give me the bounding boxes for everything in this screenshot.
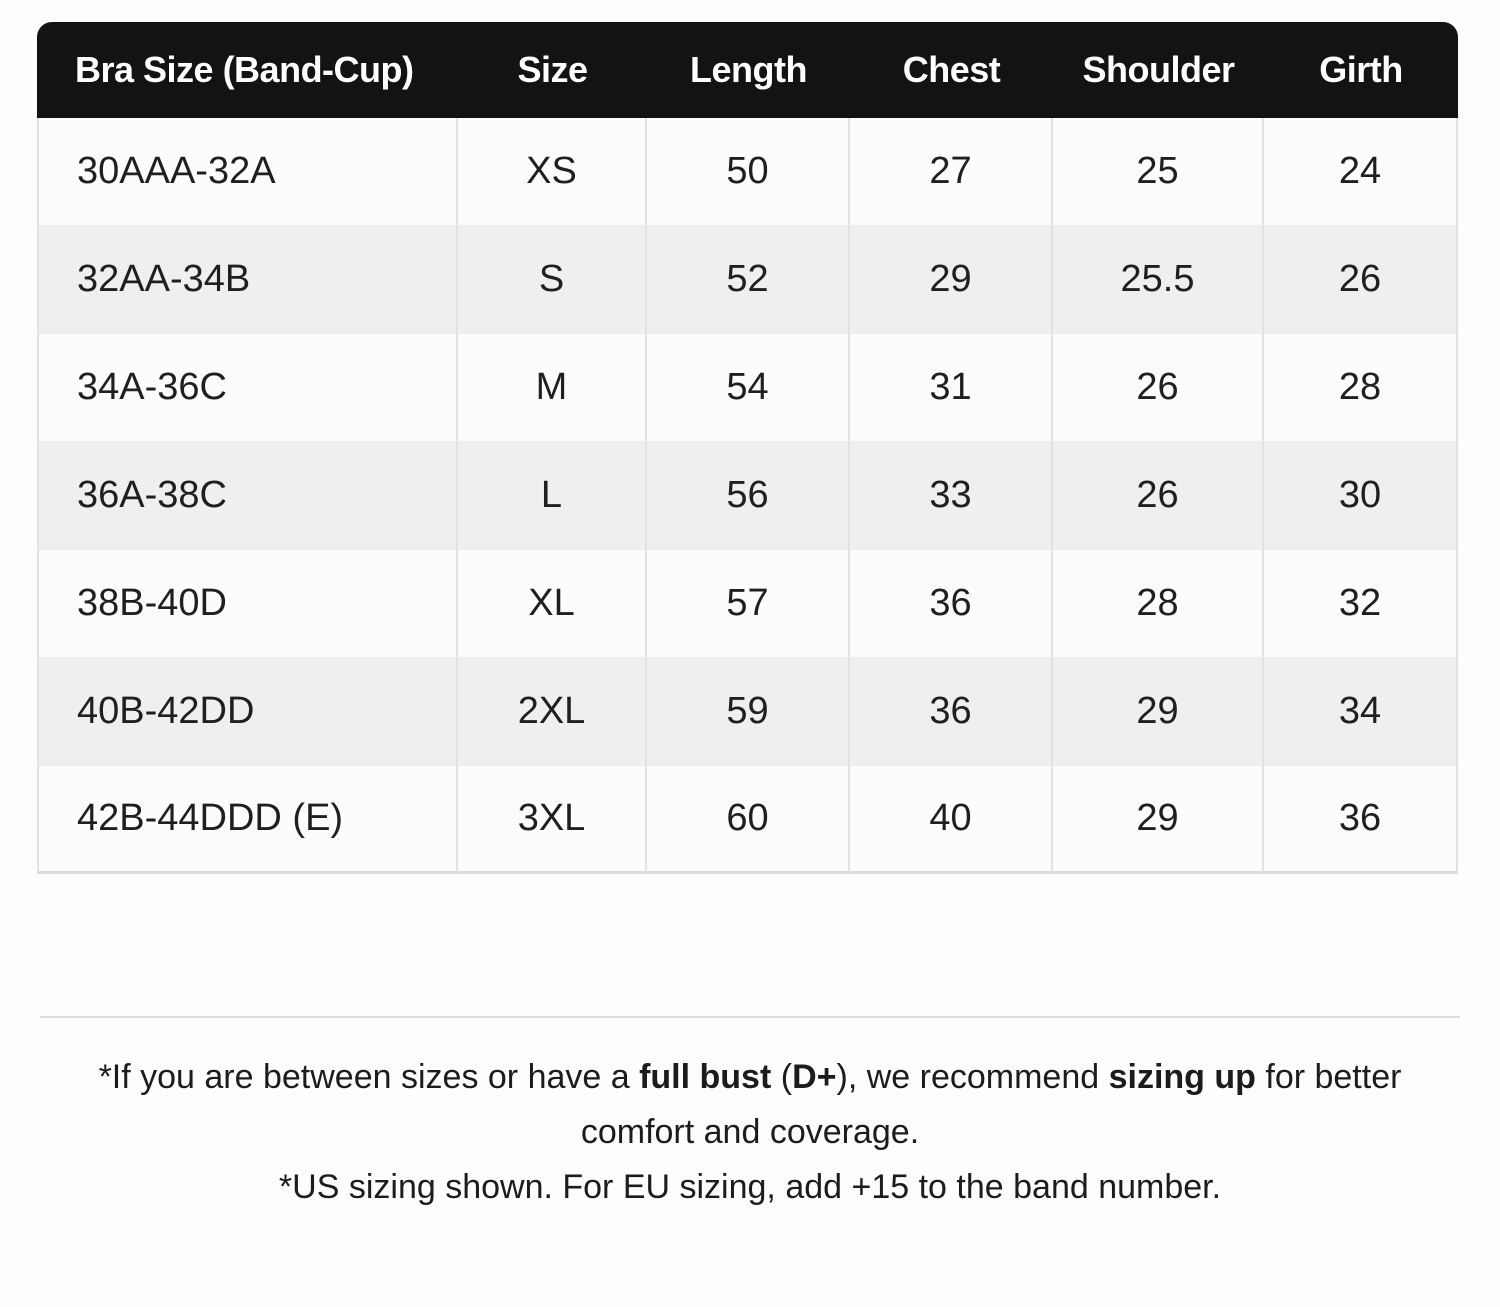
table-row bbox=[37, 118, 1458, 226]
cell-chest: 31 bbox=[850, 334, 1053, 442]
cell-girth: 34 bbox=[1264, 658, 1458, 766]
cell-length: 52 bbox=[647, 226, 850, 334]
table-row bbox=[37, 442, 1458, 550]
cell-length: 56 bbox=[647, 442, 850, 550]
cell-girth: 26 bbox=[1264, 226, 1458, 334]
note-text: for better comfort and coverage. bbox=[580, 1058, 1402, 1152]
cell-length: 60 bbox=[647, 766, 850, 874]
note-bold-sizing-up: sizing up bbox=[1108, 1058, 1256, 1096]
divider bbox=[40, 1016, 1460, 1018]
fit-recommendation-note bbox=[85, 1050, 1415, 1160]
cell-length: 54 bbox=[647, 334, 850, 442]
cell-length: 59 bbox=[647, 658, 850, 766]
cell-girth: 24 bbox=[1264, 118, 1458, 226]
table-row bbox=[37, 334, 1458, 442]
size-chart-header-row bbox=[37, 22, 1458, 118]
cell-bra-size: 34A-36C bbox=[37, 334, 458, 442]
column-header-bra-size: Bra Size (Band-Cup) bbox=[37, 22, 458, 118]
note-bold-d-plus: D+ bbox=[792, 1058, 837, 1096]
cell-girth: 28 bbox=[1264, 334, 1458, 442]
note-text: ), we recommend bbox=[836, 1058, 1109, 1096]
cell-shoulder: 26 bbox=[1053, 442, 1264, 550]
cell-shoulder: 26 bbox=[1053, 334, 1264, 442]
table-row bbox=[37, 550, 1458, 658]
cell-girth: 36 bbox=[1264, 766, 1458, 874]
cell-size: L bbox=[458, 442, 647, 550]
cell-size: 3XL bbox=[458, 766, 647, 874]
cell-size: S bbox=[458, 226, 647, 334]
note-text: ( bbox=[771, 1058, 793, 1096]
us-eu-sizing-note: *US sizing shown. For EU sizing, add +15 to the band number. bbox=[278, 1168, 1222, 1207]
cell-bra-size: 42B-44DDD (E) bbox=[37, 766, 458, 874]
cell-size: M bbox=[458, 334, 647, 442]
cell-chest: 36 bbox=[850, 550, 1053, 658]
table-row bbox=[37, 226, 1458, 334]
cell-length: 50 bbox=[647, 118, 850, 226]
cell-shoulder: 28 bbox=[1053, 550, 1264, 658]
cell-chest: 29 bbox=[850, 226, 1053, 334]
cell-chest: 36 bbox=[850, 658, 1053, 766]
cell-bra-size: 40B-42DD bbox=[37, 658, 458, 766]
cell-bra-size: 30AAA-32A bbox=[37, 118, 458, 226]
column-header-chest: Chest bbox=[850, 22, 1053, 118]
cell-length: 57 bbox=[647, 550, 850, 658]
cell-shoulder: 29 bbox=[1053, 658, 1264, 766]
cell-bra-size: 32AA-34B bbox=[37, 226, 458, 334]
column-header-size: Size bbox=[458, 22, 647, 118]
column-header-length: Length bbox=[647, 22, 850, 118]
note-text: *If you are between sizes or have a bbox=[98, 1058, 640, 1096]
column-header-girth: Girth bbox=[1264, 22, 1458, 118]
cell-size: XS bbox=[458, 118, 647, 226]
size-chart-table bbox=[37, 22, 1458, 874]
table-row bbox=[37, 766, 1458, 874]
column-header-shoulder: Shoulder bbox=[1053, 22, 1264, 118]
cell-size: 2XL bbox=[458, 658, 647, 766]
cell-size: XL bbox=[458, 550, 647, 658]
cell-chest: 27 bbox=[850, 118, 1053, 226]
cell-girth: 30 bbox=[1264, 442, 1458, 550]
cell-bra-size: 36A-38C bbox=[37, 442, 458, 550]
footnotes bbox=[0, 1050, 1500, 1215]
cell-shoulder: 29 bbox=[1053, 766, 1264, 874]
cell-chest: 33 bbox=[850, 442, 1053, 550]
cell-shoulder: 25.5 bbox=[1053, 226, 1264, 334]
cell-chest: 40 bbox=[850, 766, 1053, 874]
cell-bra-size: 38B-40D bbox=[37, 550, 458, 658]
note-bold-full-bust: full bust bbox=[639, 1058, 772, 1096]
cell-girth: 32 bbox=[1264, 550, 1458, 658]
table-row bbox=[37, 658, 1458, 766]
cell-shoulder: 25 bbox=[1053, 118, 1264, 226]
